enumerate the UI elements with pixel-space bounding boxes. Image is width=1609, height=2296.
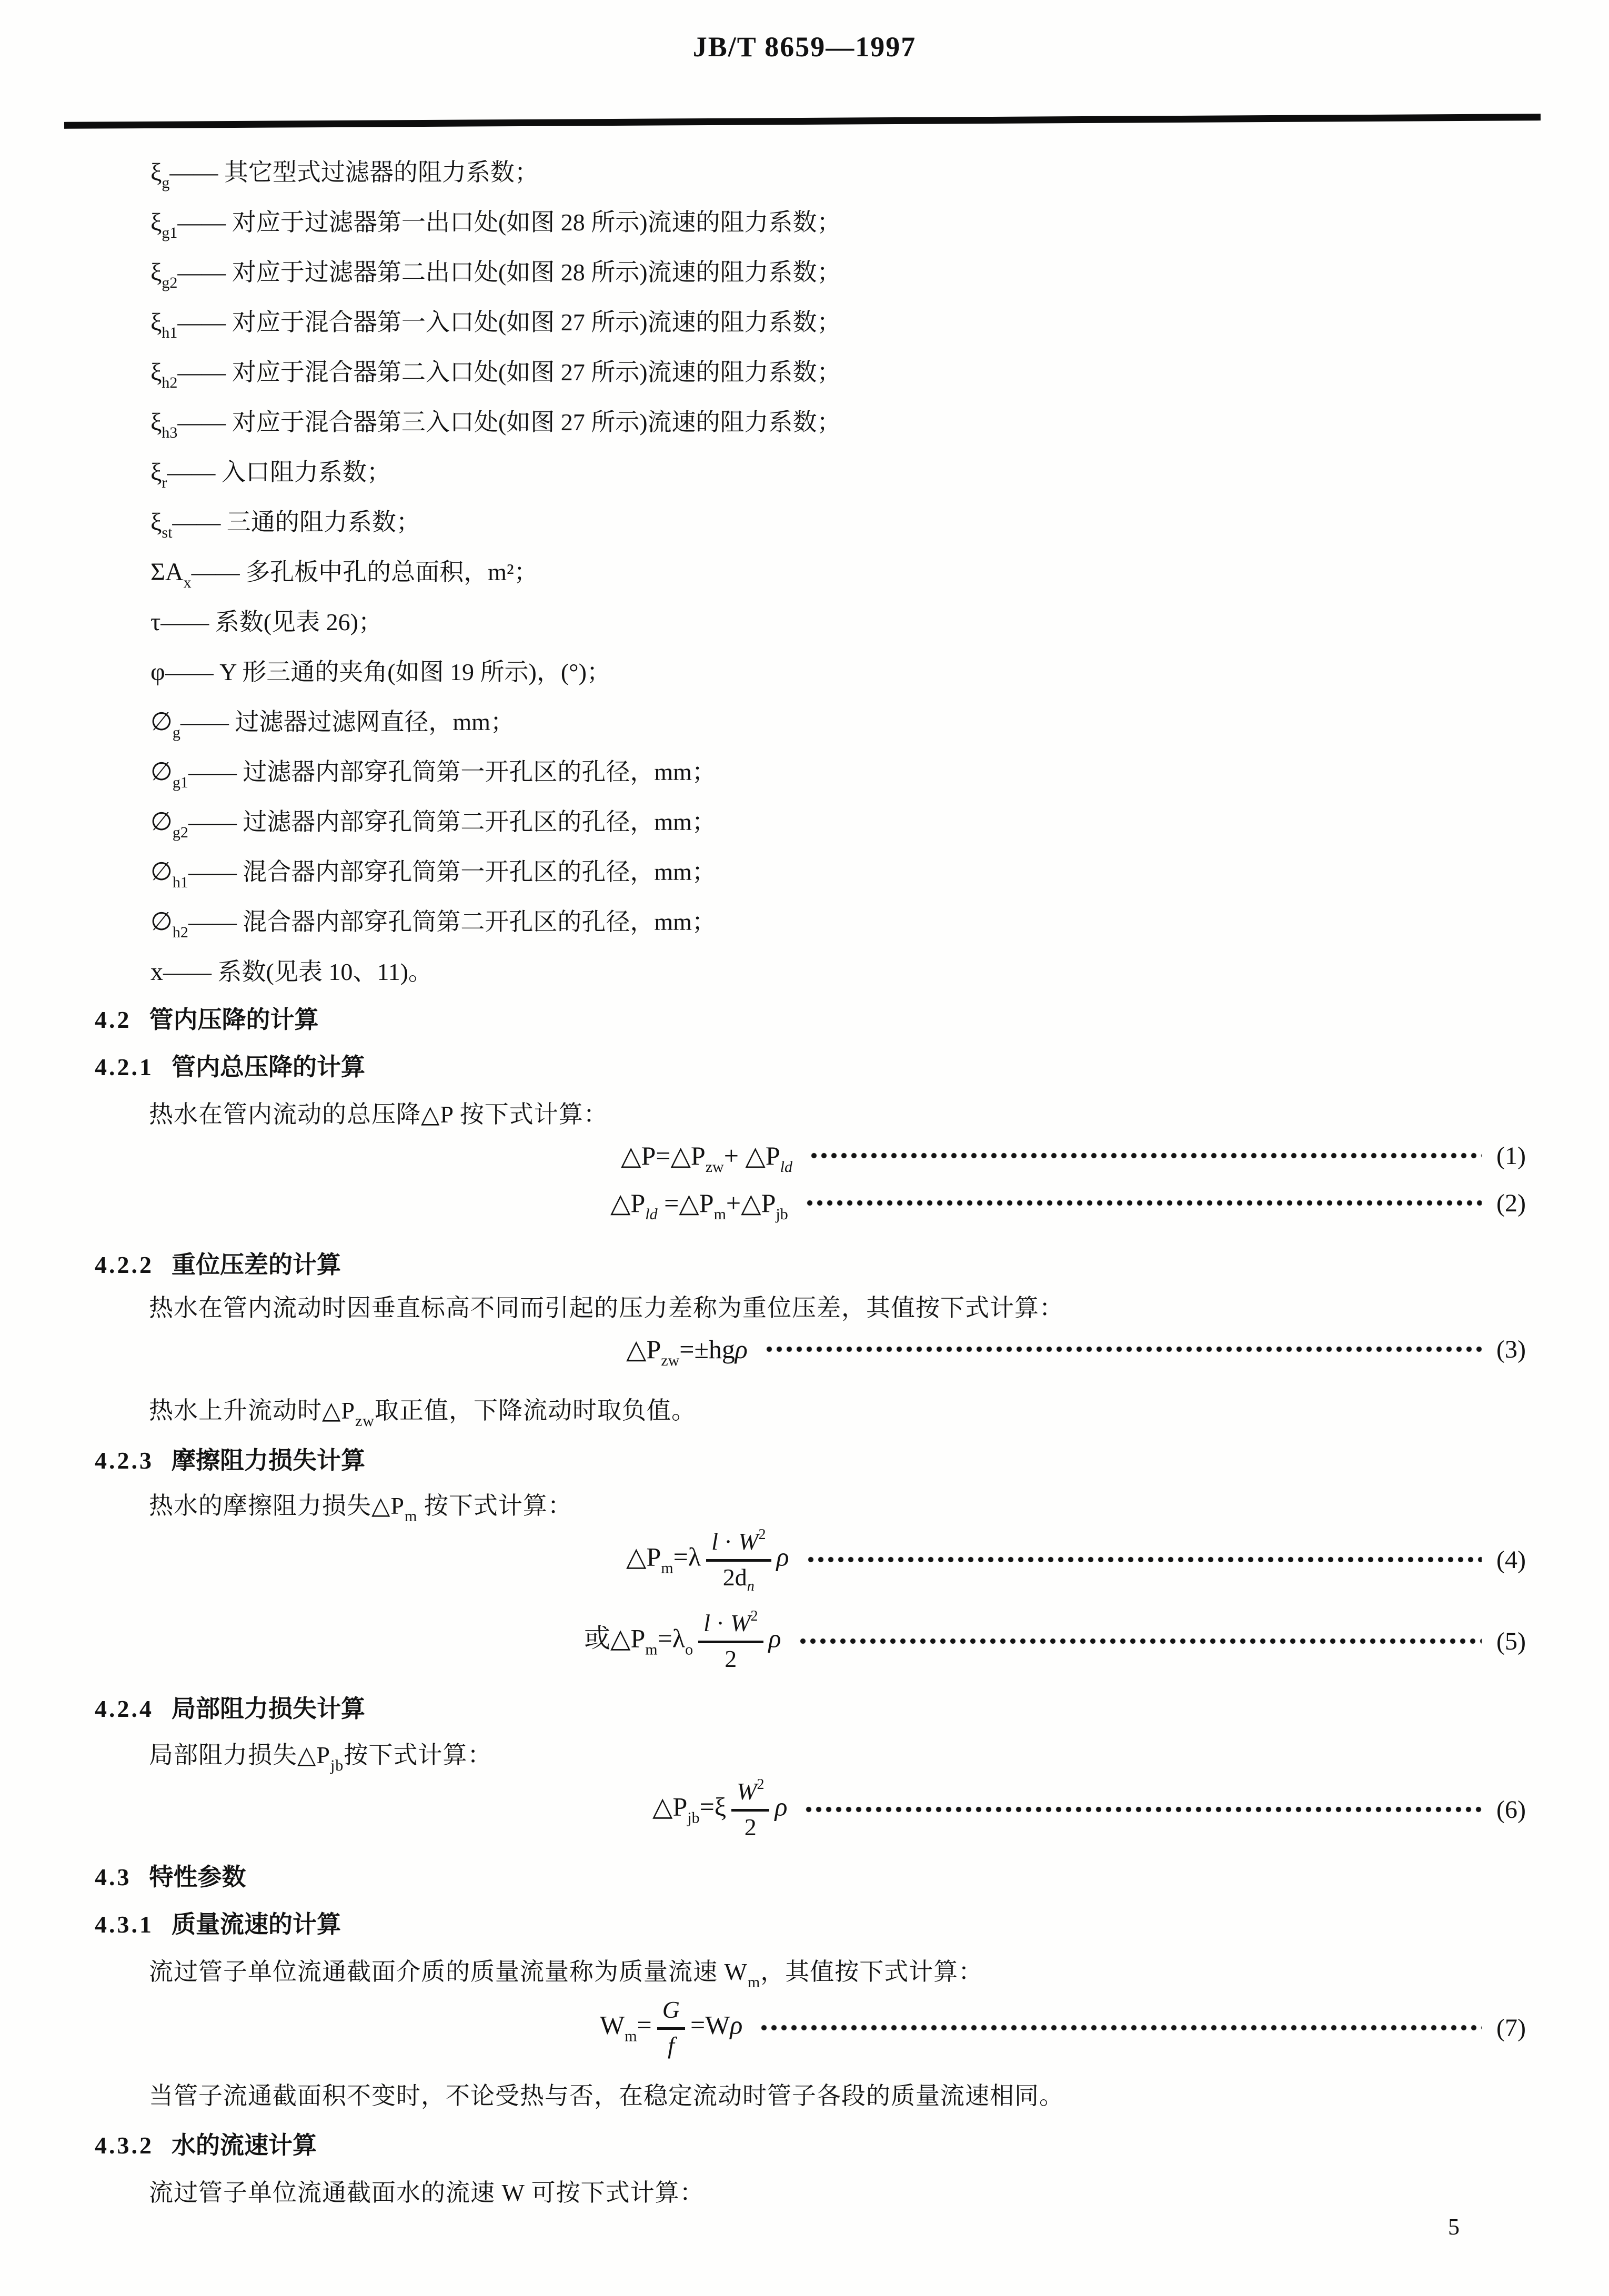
fraction: $\frac{G}{f}$: [657, 1997, 685, 2058]
equation-number: (6): [1496, 1795, 1526, 1824]
definition-text: —— 过滤器内部穿孔筒第一开孔区的孔径，mm；: [188, 758, 716, 785]
dotted-leader: [760, 2024, 1482, 2031]
dotted-leader: [805, 1806, 1482, 1813]
formula-1: $\triangle P=\triangle P_{zw}+$ $\triangle P_{ld}$: [621, 1141, 793, 1176]
symbol-definitions-list: [150, 147, 1546, 997]
section-heading-4-2-4: 4.2.4 局部阻力损失计算: [95, 1695, 365, 1722]
symbol: $\Sigma A_x$: [150, 558, 192, 591]
equation-number: (1): [1496, 1141, 1526, 1170]
equation-number: (4): [1496, 1545, 1526, 1574]
formula-row-3: [0, 1326, 1526, 1373]
symbol: $\xi_{g2}$: [150, 258, 178, 291]
definition-text: —— 系数(见表 10、11)。: [163, 958, 433, 985]
paragraph: 热水在管内流动时因垂直标高不同而引起的压力差称为重位压差，其值按下式计算：: [149, 1294, 1064, 1321]
symbol: $\emptyset_{g1}$: [150, 758, 188, 791]
symbol: $\emptyset_{h1}$: [150, 858, 188, 891]
definition-text: —— 系数(见表 26)；: [160, 609, 383, 635]
definition-text: —— 对应于过滤器第二出口处(如图 28 所示)流速的阻力系数；: [177, 259, 841, 286]
symbol: $\xi_g$: [150, 158, 170, 191]
section-heading-4-3-1: 4.3.1 质量流速的计算: [95, 1911, 341, 1938]
definition-row: [150, 497, 1546, 547]
definition-text: —— 混合器内部穿孔筒第二开孔区的孔径，mm；: [188, 908, 716, 935]
formula-row-1: [0, 1132, 1526, 1179]
definition-row: [150, 197, 1546, 247]
section-heading-4-3: 4.3 特性参数: [95, 1864, 246, 1890]
section-heading-4-2-3: 4.2.3 摩擦阻力损失计算: [95, 1447, 365, 1474]
definition-text: —— 多孔板中孔的总面积，m²；: [191, 559, 538, 585]
definition-row: [150, 247, 1546, 297]
formula-2: $\triangle P_{ld}$ $=\triangle P_m+\triangle P_{jb}$: [610, 1188, 788, 1223]
paragraph: 局部阻力损失$\triangle P_{jb}$按下式计算：: [149, 1742, 492, 1774]
section-heading-4-2-2: 4.2.2 重位压差的计算: [95, 1251, 341, 1278]
definition-row: [150, 547, 1546, 597]
definition-text: —— 其它型式过滤器的阻力系数；: [169, 159, 539, 186]
symbol: $\xi_{st}$: [150, 508, 173, 541]
symbol: $\emptyset_{h2}$: [150, 908, 188, 941]
paragraph: 流过管子单位流通截面介质的质量流量称为质量流速 $W_m$，其值按下式计算：: [149, 1958, 983, 1991]
formula-row-7: [0, 1980, 1526, 2075]
section-heading-4-2: 4.2 管内压降的计算: [95, 1006, 319, 1033]
dotted-leader: [807, 1556, 1482, 1563]
symbol: $\xi_{g1}$: [150, 208, 178, 241]
equation-number: (2): [1496, 1189, 1526, 1217]
dotted-leader: [799, 1637, 1482, 1645]
formula-4: $\triangle P_m=\lambda$ $\frac{l \cdot W^2}{2d_n}$ ρ: [626, 1526, 789, 1594]
symbol: $\xi_r$: [150, 458, 167, 491]
formula-5: 或$\triangle P_m=\lambda_o$ $\frac{l \cdot W^2}{2}$ ρ: [584, 1608, 781, 1672]
symbol: $\xi_{h2}$: [150, 358, 178, 391]
standard-code: JB/T 8659—1997: [692, 31, 917, 63]
formula-6: $\triangle P_{jb}=\xi$ $\frac{W^2}{2}$ ρ: [652, 1776, 788, 1840]
symbol: φ: [150, 658, 165, 686]
paragraph: 流过管子单位流通截面水的流速 W 可按下式计算：: [149, 2179, 705, 2206]
equation-number: (7): [1496, 2014, 1526, 2042]
definition-text: —— 混合器内部穿孔筒第一开孔区的孔径，mm；: [188, 858, 716, 885]
fraction: $\frac{l \cdot W^2}{2}$: [698, 1611, 763, 1672]
definition-row: [150, 347, 1546, 397]
page-number: 5: [1448, 2214, 1460, 2240]
definition-row: [150, 847, 1546, 897]
definition-text: —— 对应于混合器第三入口处(如图 27 所示)流速的阻力系数；: [177, 409, 841, 436]
definition-row: [150, 597, 1546, 647]
definition-row: [150, 647, 1546, 697]
dotted-leader: [806, 1199, 1482, 1207]
formula-row-2: [0, 1179, 1526, 1227]
definition-row: [150, 697, 1546, 747]
definition-text: —— 三通的阻力系数；: [172, 509, 420, 535]
definition-text: —— 对应于混合器第一入口处(如图 27 所示)流速的阻力系数；: [177, 309, 841, 336]
definition-row: [150, 297, 1546, 347]
fraction: $\frac{W^2}{2}$: [731, 1779, 769, 1840]
definition-row: [150, 147, 1546, 197]
definition-text: —— Y 形三通的夹角(如图 19 所示)，(°)；: [165, 659, 611, 685]
paragraph: 热水的摩擦阻力损失$\triangle P_m$ 按下式计算：: [149, 1492, 572, 1525]
section-heading-4-2-1: 4.2.1 管内总压降的计算: [95, 1054, 365, 1080]
symbol: $\emptyset_g$: [150, 708, 180, 741]
symbol: $\xi_{h1}$: [150, 308, 178, 341]
definition-text: —— 入口阻力系数；: [167, 459, 391, 486]
definition-row: [150, 947, 1546, 997]
paragraph: 当管子流通截面积不变时，不论受热与否，在稳定流动时管子各段的质量流速相同。: [149, 2082, 1064, 2109]
symbol: $\xi_{h3}$: [150, 408, 178, 441]
dotted-leader: [810, 1152, 1482, 1159]
formula-7: $W_m=$ $\frac{G}{f}$ =Wρ: [600, 1996, 743, 2059]
definition-row: [150, 397, 1546, 447]
symbol: x: [150, 958, 163, 986]
definition-text: —— 过滤器过滤网直径，mm；: [180, 709, 515, 735]
definition-text: —— 对应于过滤器第一出口处(如图 28 所示)流速的阻力系数；: [177, 209, 841, 236]
definition-row: [150, 447, 1546, 497]
definition-row: [150, 747, 1546, 797]
equation-number: (5): [1496, 1627, 1526, 1655]
definition-row: [150, 797, 1546, 847]
formula-3: $\triangle P_{zw}=\pm hg\rho$: [626, 1334, 748, 1369]
symbol: τ: [150, 608, 161, 636]
formula-row-6: [0, 1762, 1526, 1857]
symbol: $\emptyset_{g2}$: [150, 808, 188, 841]
paragraph: 热水在管内流动的总压降△P 按下式计算：: [149, 1101, 608, 1128]
header-rule: [64, 114, 1541, 129]
definition-row: [150, 897, 1546, 947]
section-heading-4-3-2: 4.3.2 水的流速计算: [95, 2132, 317, 2159]
formula-row-4: [0, 1512, 1526, 1607]
fraction: $\frac{l \cdot W^2}{2d_n}$: [706, 1529, 771, 1590]
equation-number: (3): [1496, 1335, 1526, 1363]
definition-text: —— 过滤器内部穿孔筒第二开孔区的孔径，mm；: [188, 808, 716, 835]
formula-row-5: [0, 1594, 1526, 1688]
paragraph: 热水上升流动时$\triangle P_{zw}$取正值，下降流动时取负值。: [149, 1397, 696, 1430]
dotted-leader: [766, 1346, 1482, 1353]
definition-text: —— 对应于混合器第二入口处(如图 27 所示)流速的阻力系数；: [177, 359, 841, 386]
